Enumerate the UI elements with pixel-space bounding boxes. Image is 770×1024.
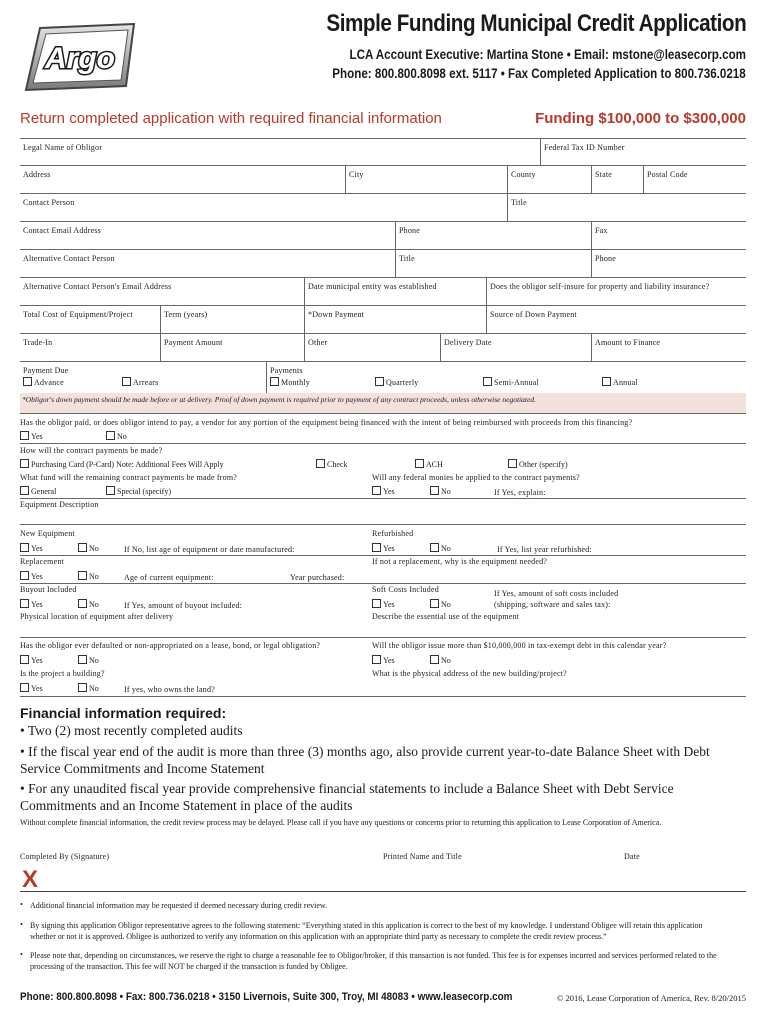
checkbox[interactable] <box>372 486 381 495</box>
soft-costs-no[interactable]: No <box>430 599 451 609</box>
q-federal: Will any federal monies be applied to the contract payments? <box>372 473 580 482</box>
checkbox[interactable] <box>430 599 439 608</box>
buyout-no[interactable]: No <box>78 599 99 609</box>
checkbox[interactable] <box>20 599 29 608</box>
divider <box>20 583 746 584</box>
replacement-no[interactable]: No <box>78 571 99 581</box>
checkbox[interactable] <box>78 543 87 552</box>
if-yes-list-year: If Yes, list year refurbished: <box>497 545 592 554</box>
return-instruction: Return completed application with required financial information <box>20 110 442 127</box>
federal-tax-id-field[interactable]: Federal Tax ID Number <box>540 139 746 165</box>
essential-use-label[interactable]: Describe the essential use of the equipment <box>372 612 520 621</box>
divider <box>20 443 746 444</box>
if-yes-owns-land: If yes, who owns the land? <box>124 685 215 694</box>
checkbox[interactable] <box>415 459 424 468</box>
if-yes-buyout: If Yes, amount of buyout included: <box>124 601 243 610</box>
advance-option[interactable]: Advance <box>23 377 64 387</box>
purchasing-card-option[interactable]: Purchasing Card (P-Card) Note: Additional Fees Will Apply <box>20 459 224 469</box>
county-field[interactable]: County <box>507 166 591 193</box>
advance-checkbox[interactable] <box>23 377 32 386</box>
alt-email-field[interactable]: Alternative Contact Person's Email Address <box>23 282 172 291</box>
q-defaulted: Has the obligor ever defaulted or non-appropriated on a lease, bond, or legal obligation? <box>20 641 321 650</box>
checkbox[interactable] <box>78 599 87 608</box>
refurbished-yes[interactable]: Yes <box>372 543 395 553</box>
checkbox[interactable] <box>430 486 439 495</box>
logo-text: Argo <box>45 42 115 75</box>
down-payment-note-band <box>20 393 746 414</box>
ach-option[interactable]: ACH <box>415 459 443 469</box>
checkbox[interactable] <box>106 486 115 495</box>
payments-group: Payments Monthly Quarterly Semi-Annual Annual <box>266 362 746 393</box>
form-row-email <box>20 222 746 250</box>
checkbox[interactable] <box>508 459 517 468</box>
alt-title-field[interactable]: Title <box>395 250 591 277</box>
q-project-building: Is the project a building? <box>20 669 105 678</box>
city-field[interactable]: City <box>345 166 507 193</box>
age-current-equipment: Age of current equipment: <box>124 573 214 582</box>
bullet-dot-1: • <box>20 900 24 909</box>
checkbox[interactable] <box>316 459 325 468</box>
if-not-replacement: If not a replacement, why is the equipment needed? <box>372 557 548 566</box>
building-no[interactable]: No <box>78 683 99 693</box>
source-down-field[interactable]: Source of Down Payment <box>486 306 746 333</box>
special-option[interactable]: Special (specify) <box>106 486 171 496</box>
form-row-obligor <box>20 138 746 166</box>
defaulted-yes[interactable]: Yes <box>20 655 43 665</box>
semi-annual-option[interactable]: Semi-Annual <box>483 377 539 387</box>
federal-yes[interactable]: Yes <box>372 486 395 496</box>
header <box>0 0 770 108</box>
payment-amount-field[interactable]: Payment Amount <box>160 334 304 361</box>
buyout-label: Buyout Included <box>20 585 77 594</box>
soft-costs-label: Soft Costs Included <box>372 585 439 594</box>
account-executive-line: LCA Account Executive: Martina Stone • Email: mstone@leasecorp.com <box>349 47 746 62</box>
defaulted-no[interactable]: No <box>78 655 99 665</box>
alt-phone-field[interactable]: Phone <box>591 250 746 277</box>
checkbox[interactable] <box>78 655 87 664</box>
issue-debt-no[interactable]: No <box>430 655 451 665</box>
delivery-date-field[interactable]: Delivery Date <box>440 334 591 361</box>
federal-if-yes-explain: If Yes, explain: <box>494 488 546 497</box>
date-established-field[interactable]: Date municipal entity was established <box>304 278 486 305</box>
note-2: By signing this application Obligor representative agrees to the following statement: “Everything stated in this application is correct to the best of my knowledge. I understand Obligee will retain this application whether or not it is approved. Obligee is authorized to verify any information on this application with an appropriate third party as necessary to complete the credit review process.” <box>30 921 703 941</box>
fax-field[interactable]: Fax <box>591 222 746 249</box>
address-field[interactable]: Address <box>23 170 51 179</box>
contact-email-field[interactable]: Contact Email Address <box>23 226 101 235</box>
completed-by-label: Completed By (Signature) <box>20 852 110 861</box>
checkbox[interactable] <box>106 431 115 440</box>
annual-option[interactable]: Annual <box>602 377 638 387</box>
other-specify-option[interactable]: Other (specify) <box>508 459 568 469</box>
checkbox[interactable] <box>20 571 29 580</box>
arrears-checkbox[interactable] <box>122 377 131 386</box>
legal-name-field[interactable]: Legal Name of Obligor <box>23 143 103 152</box>
signature-x-mark[interactable]: X <box>22 866 39 893</box>
bullet-dot-2: • <box>20 920 24 929</box>
note-1: Additional financial information may be requested if deemed necessary during credit review. <box>30 901 328 910</box>
copyright: © 2016, Lease Corporation of America, Rev. 8/20/2015 <box>556 993 746 1003</box>
new-equipment-yes[interactable]: Yes <box>20 543 43 553</box>
financial-bullet-3: • For any unaudited fiscal year provide comprehensive financial statements to include a Balance Sheet with Debt Service Commitments and an Income Statement in place of the audits <box>20 781 674 813</box>
footer-contact: Phone: 800.800.8098 • Fax: 800.736.0218 • 3150 Livernois, Suite 300, Troy, MI 48083 • www.leasecorp.com <box>20 991 513 1003</box>
monthly-checkbox[interactable] <box>270 377 279 386</box>
date-label: Date <box>624 852 640 861</box>
physical-location-label[interactable]: Physical location of equipment after delivery <box>20 612 174 621</box>
page-title: Simple Funding Municipal Credit Application <box>326 10 746 37</box>
financial-disclaimer: Without complete financial information, the credit review process may be delayed. Please call if you have any questions or concerns prior to returning this application to Lease Corporation of America. <box>20 818 662 827</box>
checkbox[interactable] <box>372 543 381 552</box>
divider <box>20 498 746 499</box>
q-paid-vendor: Has the obligor paid, or does obligor intend to pay, a vendor for any portion of the equipment being financed with the intent of being reimbursed with proceeds from this financing? <box>20 418 633 427</box>
checkbox[interactable] <box>430 543 439 552</box>
replacement-yes[interactable]: Yes <box>20 571 43 581</box>
title-field[interactable]: Title <box>507 194 746 221</box>
q-issue-debt: Will the obligor issue more than $10,000,000 in tax-exempt debt in this calendar year? <box>372 641 667 650</box>
divider <box>20 555 746 556</box>
financial-bullet-1: • Two (2) most recently completed audits <box>20 723 243 738</box>
note-3: Please note that, depending on circumstances, we reserve the right to charge a reasonable fee to Obligor/broker, if this transaction is not funded. This fee is for expenses incurred and services performed related to the processing of the transaction. This fee will NOT be charged if the transaction is funded by Obligee. <box>30 951 717 971</box>
form-row-payment <box>20 362 746 393</box>
state-field[interactable]: State <box>591 166 643 193</box>
checkbox[interactable] <box>430 655 439 664</box>
form-row-tradein <box>20 334 746 362</box>
semi-annual-checkbox[interactable] <box>483 377 492 386</box>
new-equipment-no[interactable]: No <box>78 543 99 553</box>
q-physical-address: What is the physical address of the new building/project? <box>372 669 567 678</box>
equipment-description-label[interactable]: Equipment Description <box>20 500 99 509</box>
form-row-alt-contact <box>20 250 746 278</box>
form-row-contact <box>20 194 746 222</box>
checkbox[interactable] <box>372 599 381 608</box>
soft-costs-yes[interactable]: Yes <box>372 599 395 609</box>
replacement-label: Replacement <box>20 557 64 566</box>
checkbox[interactable] <box>20 655 29 664</box>
checkbox[interactable] <box>78 571 87 580</box>
form-row-address <box>20 166 746 194</box>
check-option[interactable]: Check <box>316 459 347 469</box>
if-no-list-age: If No, list age of equipment or date manufactured: <box>124 545 295 554</box>
trade-in-field[interactable]: Trade-In <box>23 338 53 347</box>
postal-code-field[interactable]: Postal Code <box>643 166 746 193</box>
argo-logo <box>22 20 142 96</box>
checkbox[interactable] <box>20 431 29 440</box>
building-yes[interactable]: Yes <box>20 683 43 693</box>
buyout-yes[interactable]: Yes <box>20 599 43 609</box>
down-payment-field[interactable]: *Down Payment <box>304 306 486 333</box>
checkbox[interactable] <box>372 655 381 664</box>
form-row-alt-email <box>20 278 746 306</box>
arrears-option[interactable]: Arrears <box>122 377 158 387</box>
new-equipment-label: New Equipment <box>20 529 75 538</box>
financial-heading: Financial information required: <box>20 705 227 721</box>
issue-debt-yes[interactable]: Yes <box>372 655 395 665</box>
form-row-cost <box>20 306 746 334</box>
divider <box>20 524 746 525</box>
refurbished-no[interactable]: No <box>430 543 451 553</box>
divider <box>20 637 746 638</box>
phone-fax-line: Phone: 800.800.8098 ext. 5117 • Fax Completed Application to 800.736.0218 <box>332 66 746 81</box>
amount-finance-field[interactable]: Amount to Finance <box>591 334 746 361</box>
general-option[interactable]: General <box>20 486 56 496</box>
quarterly-checkbox[interactable] <box>375 377 384 386</box>
checkbox[interactable] <box>20 543 29 552</box>
annual-checkbox[interactable] <box>602 377 611 386</box>
paid-vendor-no[interactable]: No <box>106 431 127 441</box>
checkbox[interactable] <box>20 459 29 468</box>
q-how-paid: How will the contract payments be made? <box>20 446 163 455</box>
monthly-option[interactable]: Monthly <box>270 377 310 387</box>
q-fund: What fund will the remaining contract payments be made from? <box>20 473 238 482</box>
total-cost-field[interactable]: Total Cost of Equipment/Project <box>23 310 133 319</box>
year-purchased: Year purchased: <box>290 573 345 582</box>
federal-no[interactable]: No <box>430 486 451 496</box>
alt-contact-field[interactable]: Alternative Contact Person <box>23 254 115 263</box>
printed-name-label: Printed Name and Title <box>383 852 462 861</box>
if-yes-soft-costs: If Yes, amount of soft costs included (shipping, software and sales tax): <box>494 589 619 609</box>
financial-bullet-2: • If the fiscal year end of the audit is more than three (3) months ago, also provide current year-to-date Balance Sheet with Debt Service Commitments and Income Statement <box>20 744 710 776</box>
checkbox[interactable] <box>20 683 29 692</box>
other-field[interactable]: Other <box>304 334 440 361</box>
checkbox[interactable] <box>78 683 87 692</box>
self-insure-field[interactable]: Does the obligor self-insure for property and liability insurance? <box>486 278 746 305</box>
application-form <box>20 138 746 393</box>
checkbox[interactable] <box>20 486 29 495</box>
refurbished-label: Refurbished <box>372 529 414 538</box>
funding-range: Funding $100,000 to $300,000 <box>535 110 746 127</box>
divider <box>20 696 746 697</box>
term-field[interactable]: Term (years) <box>160 306 304 333</box>
payment-due-group: Payment Due Advance Arrears <box>23 366 159 387</box>
signature-line <box>20 891 746 892</box>
contact-person-field[interactable]: Contact Person <box>23 198 75 207</box>
paid-vendor-yes[interactable]: Yes <box>20 431 43 441</box>
down-payment-note: *Obligor's down payment should be made before or at delivery. Proof of down payment is required prior to payment of any contract proceeds, unless otherwise negotiated. <box>22 395 536 404</box>
quarterly-option[interactable]: Quarterly <box>375 377 418 387</box>
phone-field[interactable]: Phone <box>395 222 591 249</box>
bullet-dot-3: • <box>20 950 24 959</box>
